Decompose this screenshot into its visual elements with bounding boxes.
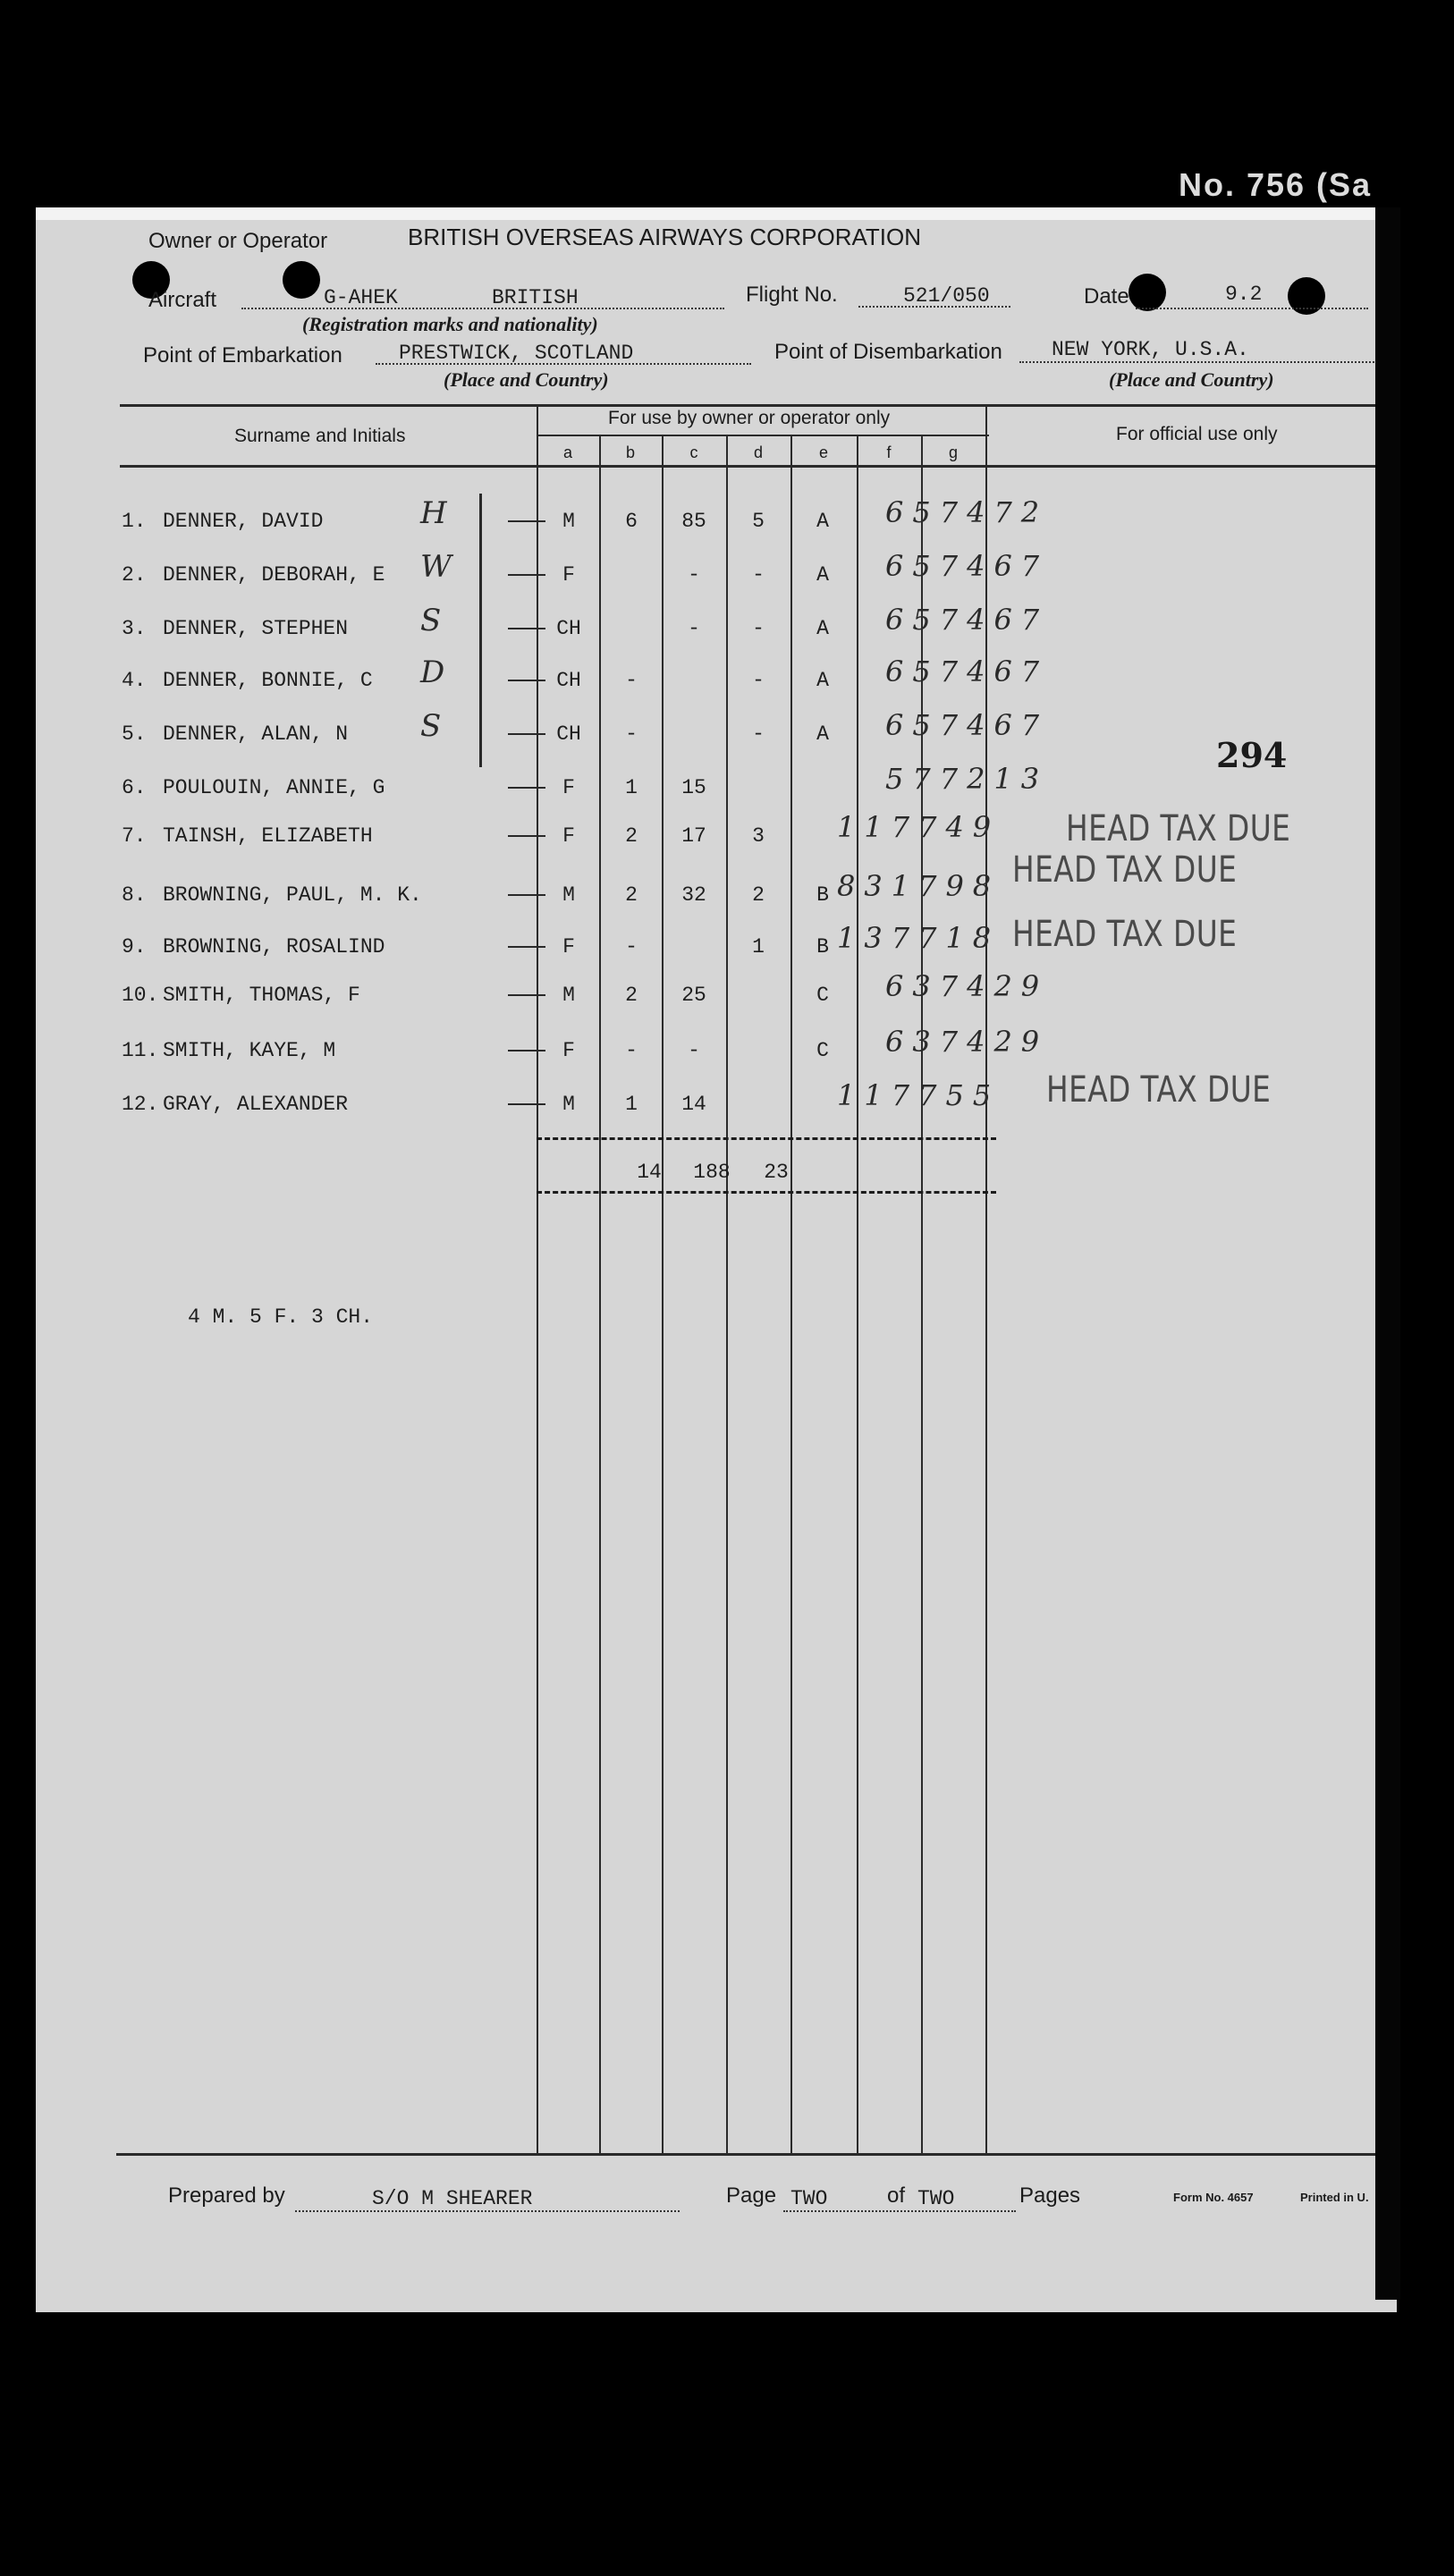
dash-mark — [508, 520, 545, 522]
column-letter: g — [948, 443, 958, 461]
official-header: For official use only — [1116, 424, 1278, 444]
passenger-name: DENNER, ALAN, N — [163, 722, 349, 746]
passenger-name: BROWNING, PAUL, M. K. — [163, 883, 422, 907]
handwritten-initial: S — [420, 708, 442, 744]
dash-mark — [508, 894, 545, 896]
aircraft-dotline — [241, 308, 724, 309]
aircraft-value: G-AHEK — [324, 286, 398, 309]
cell-a: CH — [556, 669, 581, 692]
total-d: 23 — [764, 1161, 789, 1184]
col-line — [599, 435, 601, 2153]
punch-hole — [1129, 274, 1166, 311]
dash-mark — [508, 574, 545, 576]
surname-header: Surname and Initials — [234, 426, 406, 446]
cell-b: - — [625, 1039, 638, 1062]
prepared-value: S/O M SHEARER — [372, 2187, 533, 2210]
cell-e: A — [816, 617, 829, 640]
col-line — [726, 435, 728, 2153]
row-number: 11. — [122, 1039, 159, 1062]
disembark-dotline — [1019, 361, 1377, 363]
paper-shadow-edge — [1375, 207, 1400, 2300]
cell-d: - — [752, 563, 765, 587]
printed-note: Printed in U. — [1300, 2191, 1369, 2204]
col-line — [790, 435, 792, 2153]
dash-mark — [508, 835, 545, 837]
handwritten-initial: H — [420, 495, 447, 531]
row-number: 7. — [122, 824, 147, 848]
cell-a: F — [562, 563, 575, 587]
punch-hole — [283, 261, 320, 299]
date-label: Date — [1084, 284, 1129, 308]
passenger-name: DENNER, BONNIE, C — [163, 669, 373, 692]
page-label: Page — [726, 2183, 777, 2208]
cell-e: C — [816, 1039, 829, 1062]
handwritten-number: 637429 — [885, 1025, 1049, 1059]
embark-value: PRESTWICK, SCOTLAND — [399, 342, 634, 365]
cell-b: 6 — [625, 510, 638, 533]
head-tax-stamp: HEAD TAX DUE — [1012, 914, 1238, 955]
passenger-name: SMITH, KAYE, M — [163, 1039, 336, 1062]
prepared-label: Prepared by — [168, 2183, 285, 2208]
flight-dotline — [858, 306, 1010, 308]
col-line — [921, 435, 923, 2153]
prepared-dotline — [295, 2210, 680, 2212]
cell-b: 1 — [625, 776, 638, 799]
flight-label: Flight No. — [746, 283, 838, 307]
dash-mark — [508, 1050, 545, 1052]
cell-a: CH — [556, 722, 581, 746]
handwritten-number: 657467 — [885, 708, 1049, 742]
cell-a: F — [562, 776, 575, 799]
cell-e: B — [816, 935, 829, 959]
row-number: 8. — [122, 883, 147, 907]
row-number: 6. — [122, 776, 147, 799]
column-letter: c — [689, 443, 698, 461]
table-bottom-rule — [116, 2153, 1395, 2156]
embark-label: Point of Embarkation — [143, 343, 342, 367]
cell-e: A — [816, 669, 829, 692]
cell-a: F — [562, 1039, 575, 1062]
cell-c: 14 — [681, 1093, 706, 1116]
passenger-name: TAINSH, ELIZABETH — [163, 824, 373, 848]
head-tax-stamp: HEAD TAX DUE — [1012, 849, 1238, 891]
cell-a: M — [562, 883, 575, 907]
total-b: 14 — [637, 1161, 662, 1184]
registration-note: (Registration marks and nationality) — [302, 313, 598, 335]
dash-mark — [508, 946, 545, 948]
cell-e: A — [816, 510, 829, 533]
owner-value: BRITISH OVERSEAS AIRWAYS CORPORATION — [408, 224, 922, 250]
handwritten-initial: W — [420, 549, 452, 585]
handwritten-number: 637429 — [885, 969, 1049, 1003]
cell-d: 1 — [752, 935, 765, 959]
cell-c: - — [688, 563, 700, 587]
handwritten-number: 577213 — [885, 762, 1049, 796]
dash-mark — [508, 787, 545, 789]
official-page-number: 294 — [1216, 735, 1288, 775]
date-dotline — [1136, 308, 1368, 309]
cell-b: 2 — [625, 984, 638, 1007]
initials-bar — [479, 494, 482, 767]
handwritten-number: 657472 — [885, 495, 1049, 529]
embark-note: (Place and Country) — [444, 368, 609, 391]
cell-c: 25 — [681, 984, 706, 1007]
handwritten-initial: S — [420, 603, 442, 638]
row-number: 9. — [122, 935, 147, 959]
cell-d: - — [752, 617, 765, 640]
dash-mark — [508, 994, 545, 996]
cell-b: - — [625, 935, 638, 959]
cell-b: 1 — [625, 1093, 638, 1116]
handwritten-number: 117749 — [837, 810, 1001, 844]
cell-a: M — [562, 984, 575, 1007]
cell-a: F — [562, 935, 575, 959]
cell-c: - — [688, 617, 700, 640]
totals-top-dash — [537, 1137, 996, 1140]
head-tax-stamp: HEAD TAX DUE — [1046, 1069, 1272, 1111]
col-line — [662, 435, 664, 2153]
passenger-name: DENNER, DEBORAH, E — [163, 563, 385, 587]
cell-b: - — [625, 722, 638, 746]
table-top-rule — [120, 404, 1377, 407]
column-letter: d — [753, 443, 763, 461]
cell-a: CH — [556, 617, 581, 640]
handwritten-number: 831798 — [837, 869, 1001, 903]
col-line — [857, 435, 858, 2153]
owner-use-header: For use by owner or operator only — [608, 408, 891, 428]
nationality-value: BRITISH — [492, 286, 579, 309]
cell-e: B — [816, 883, 829, 907]
dash-mark — [508, 680, 545, 681]
col-line — [537, 406, 538, 2153]
disembark-value: NEW YORK, U.S.A. — [1052, 338, 1249, 361]
pages-label: Pages — [1019, 2183, 1081, 2208]
handwritten-number: 657467 — [885, 549, 1049, 583]
handwritten-number: 657467 — [885, 655, 1049, 688]
page-value: TWO — [790, 2187, 828, 2210]
cell-a: M — [562, 510, 575, 533]
of-value: TWO — [917, 2187, 955, 2210]
cell-e: A — [816, 722, 829, 746]
passenger-name: POULOUIN, ANNIE, G — [163, 776, 385, 799]
top-right-number: No. 756 (Sa — [1179, 166, 1373, 203]
dash-mark — [508, 1103, 545, 1105]
table-header-rule — [120, 465, 1377, 468]
passenger-name: SMITH, THOMAS, F — [163, 984, 360, 1007]
handwritten-number: 657467 — [885, 603, 1049, 637]
row-number: 12. — [122, 1093, 159, 1116]
head-tax-stamp: HEAD TAX DUE — [1066, 808, 1291, 849]
owner-label: Owner or Operator — [148, 229, 328, 253]
row-number: 1. — [122, 510, 147, 533]
row-number: 5. — [122, 722, 147, 746]
column-letter: e — [818, 443, 828, 461]
cell-d: - — [752, 722, 765, 746]
flight-value: 521/050 — [903, 284, 990, 308]
cell-d: - — [752, 669, 765, 692]
handwritten-number: 117755 — [837, 1078, 1001, 1112]
cell-c: 15 — [681, 776, 706, 799]
page-dotline — [783, 2210, 1016, 2212]
handwritten-initial: D — [420, 655, 445, 690]
cell-c: - — [688, 1039, 700, 1062]
disembark-note: (Place and Country) — [1109, 368, 1274, 391]
row-number: 2. — [122, 563, 147, 587]
dash-mark — [508, 628, 545, 629]
date-value: 9.2 — [1225, 283, 1263, 306]
gender-summary: 4 M. 5 F. 3 CH. — [188, 1305, 374, 1329]
passenger-name: DENNER, STEPHEN — [163, 617, 349, 640]
cell-d: 2 — [752, 883, 765, 907]
cell-d: 5 — [752, 510, 765, 533]
column-letter: b — [625, 443, 635, 461]
embark-dotline — [376, 363, 751, 365]
form-number: Form No. 4657 — [1173, 2191, 1254, 2204]
dash-mark — [508, 733, 545, 735]
cell-e: A — [816, 563, 829, 587]
cell-a: M — [562, 1093, 575, 1116]
column-letter: f — [886, 443, 892, 461]
cell-b: 2 — [625, 824, 638, 848]
aircraft-label: Aircraft — [148, 288, 217, 312]
cell-d: 3 — [752, 824, 765, 848]
of-label: of — [887, 2183, 906, 2208]
passenger-name: BROWNING, ROSALIND — [163, 935, 385, 959]
totals-bottom-dash — [537, 1191, 996, 1194]
row-number: 10. — [122, 984, 159, 1007]
disembark-label: Point of Disembarkation — [774, 340, 1002, 364]
row-number: 4. — [122, 669, 147, 692]
cell-c: 85 — [681, 510, 706, 533]
handwritten-number: 137718 — [837, 921, 1001, 955]
cell-a: F — [562, 824, 575, 848]
column-letter: a — [562, 443, 572, 461]
passenger-name: DENNER, DAVID — [163, 510, 324, 533]
cell-b: - — [625, 669, 638, 692]
cell-c: 17 — [681, 824, 706, 848]
passenger-name: GRAY, ALEXANDER — [163, 1093, 349, 1116]
cell-e: C — [816, 984, 829, 1007]
cell-b: 2 — [625, 883, 638, 907]
row-number: 3. — [122, 617, 147, 640]
total-c: 188 — [693, 1161, 731, 1184]
cell-c: 32 — [681, 883, 706, 907]
